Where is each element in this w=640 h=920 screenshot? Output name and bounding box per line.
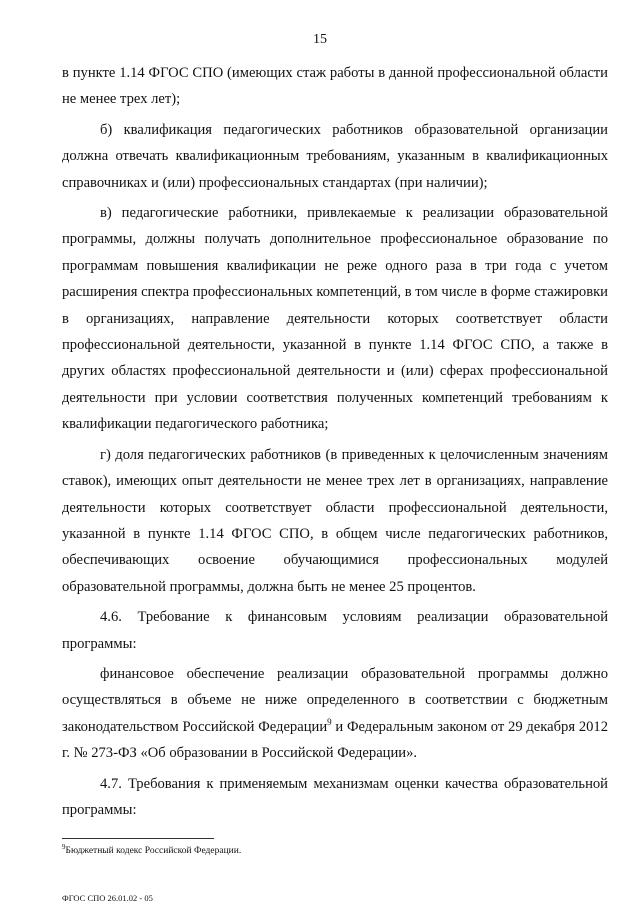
document-body: [62, 60, 608, 827]
footnote-text: Бюджетный кодекс Российской Федерации.: [65, 846, 242, 856]
footnote-separator: [62, 838, 214, 839]
section-4-6-heading: 4.6. Требование к финансовым условиям реализации образовательной программы:: [62, 609, 608, 652]
paragraph-financial-support: [62, 661, 608, 767]
document-code: ФГОС СПО 26.01.02 - 05: [62, 893, 153, 903]
paragraph-1-continuation: в пункте 1.14 ФГОС СПО (имеющих стаж работы в данной профессиональной области не менее трех лет);: [62, 65, 608, 108]
page-number: 15: [313, 32, 327, 47]
footnote-reference[interactable]: 9: [327, 716, 332, 727]
footnote: [62, 842, 602, 858]
financial-text-after: и Федеральным законом от 29 декабря 2012 г. № 273-ФЗ «Об образовании в Российской Федерации».: [62, 718, 609, 762]
section-4-7-heading: 4.7. Требования к применяемым механизмам оценки качества образовательной программы:: [62, 775, 608, 818]
footnote-mark: 9: [62, 842, 66, 851]
financial-text-before: финансовое обеспечение реализации образовательной программы должно осуществляться в объеме не ниже определенного в соответствии с бюджетным законодательством Российской Федерации: [62, 665, 608, 735]
paragraph-b-qualification: б) квалификация педагогических работников образовательной организации должна отвечать квалификационным требованиям, указанным в квалификационных справочниках и (или) профессиональных стандартах (при наличии);: [62, 121, 608, 191]
paragraph-v-professional-education: в) педагогические работники, привлекаемые к реализации образовательной программы, должны получать дополнительное профессиональное образование по программам повышения квалификации не реже одного раза в три года с учетом расширения спектра профессиональных компетенций, в том числе в форме стажировки в организациях, направление деятельности которых соответствует области профессиональной деятельности, указанной в пункте 1.14 ФГОС СПО, а также в других областях профессиональной деятельности и (или) сферах профессиональной деятельности при условии соответствия полученных компетенций требованиям к квалификации педагогического работника;: [62, 205, 608, 433]
paragraph-g-share-of-staff: г) доля педагогических работников (в приведенных к целочисленным значениям ставок), имеющих опыт деятельности не менее трех лет в организациях, направление деятельности которых соответствует области профессиональной деятельности, указанной в пункте 1.14 ФГОС СПО, в общем числе педагогических работников, обеспечивающих освоение обучающимися профессиональных модулей образовательной программы, должна быть не менее 25 процентов.: [62, 446, 608, 595]
